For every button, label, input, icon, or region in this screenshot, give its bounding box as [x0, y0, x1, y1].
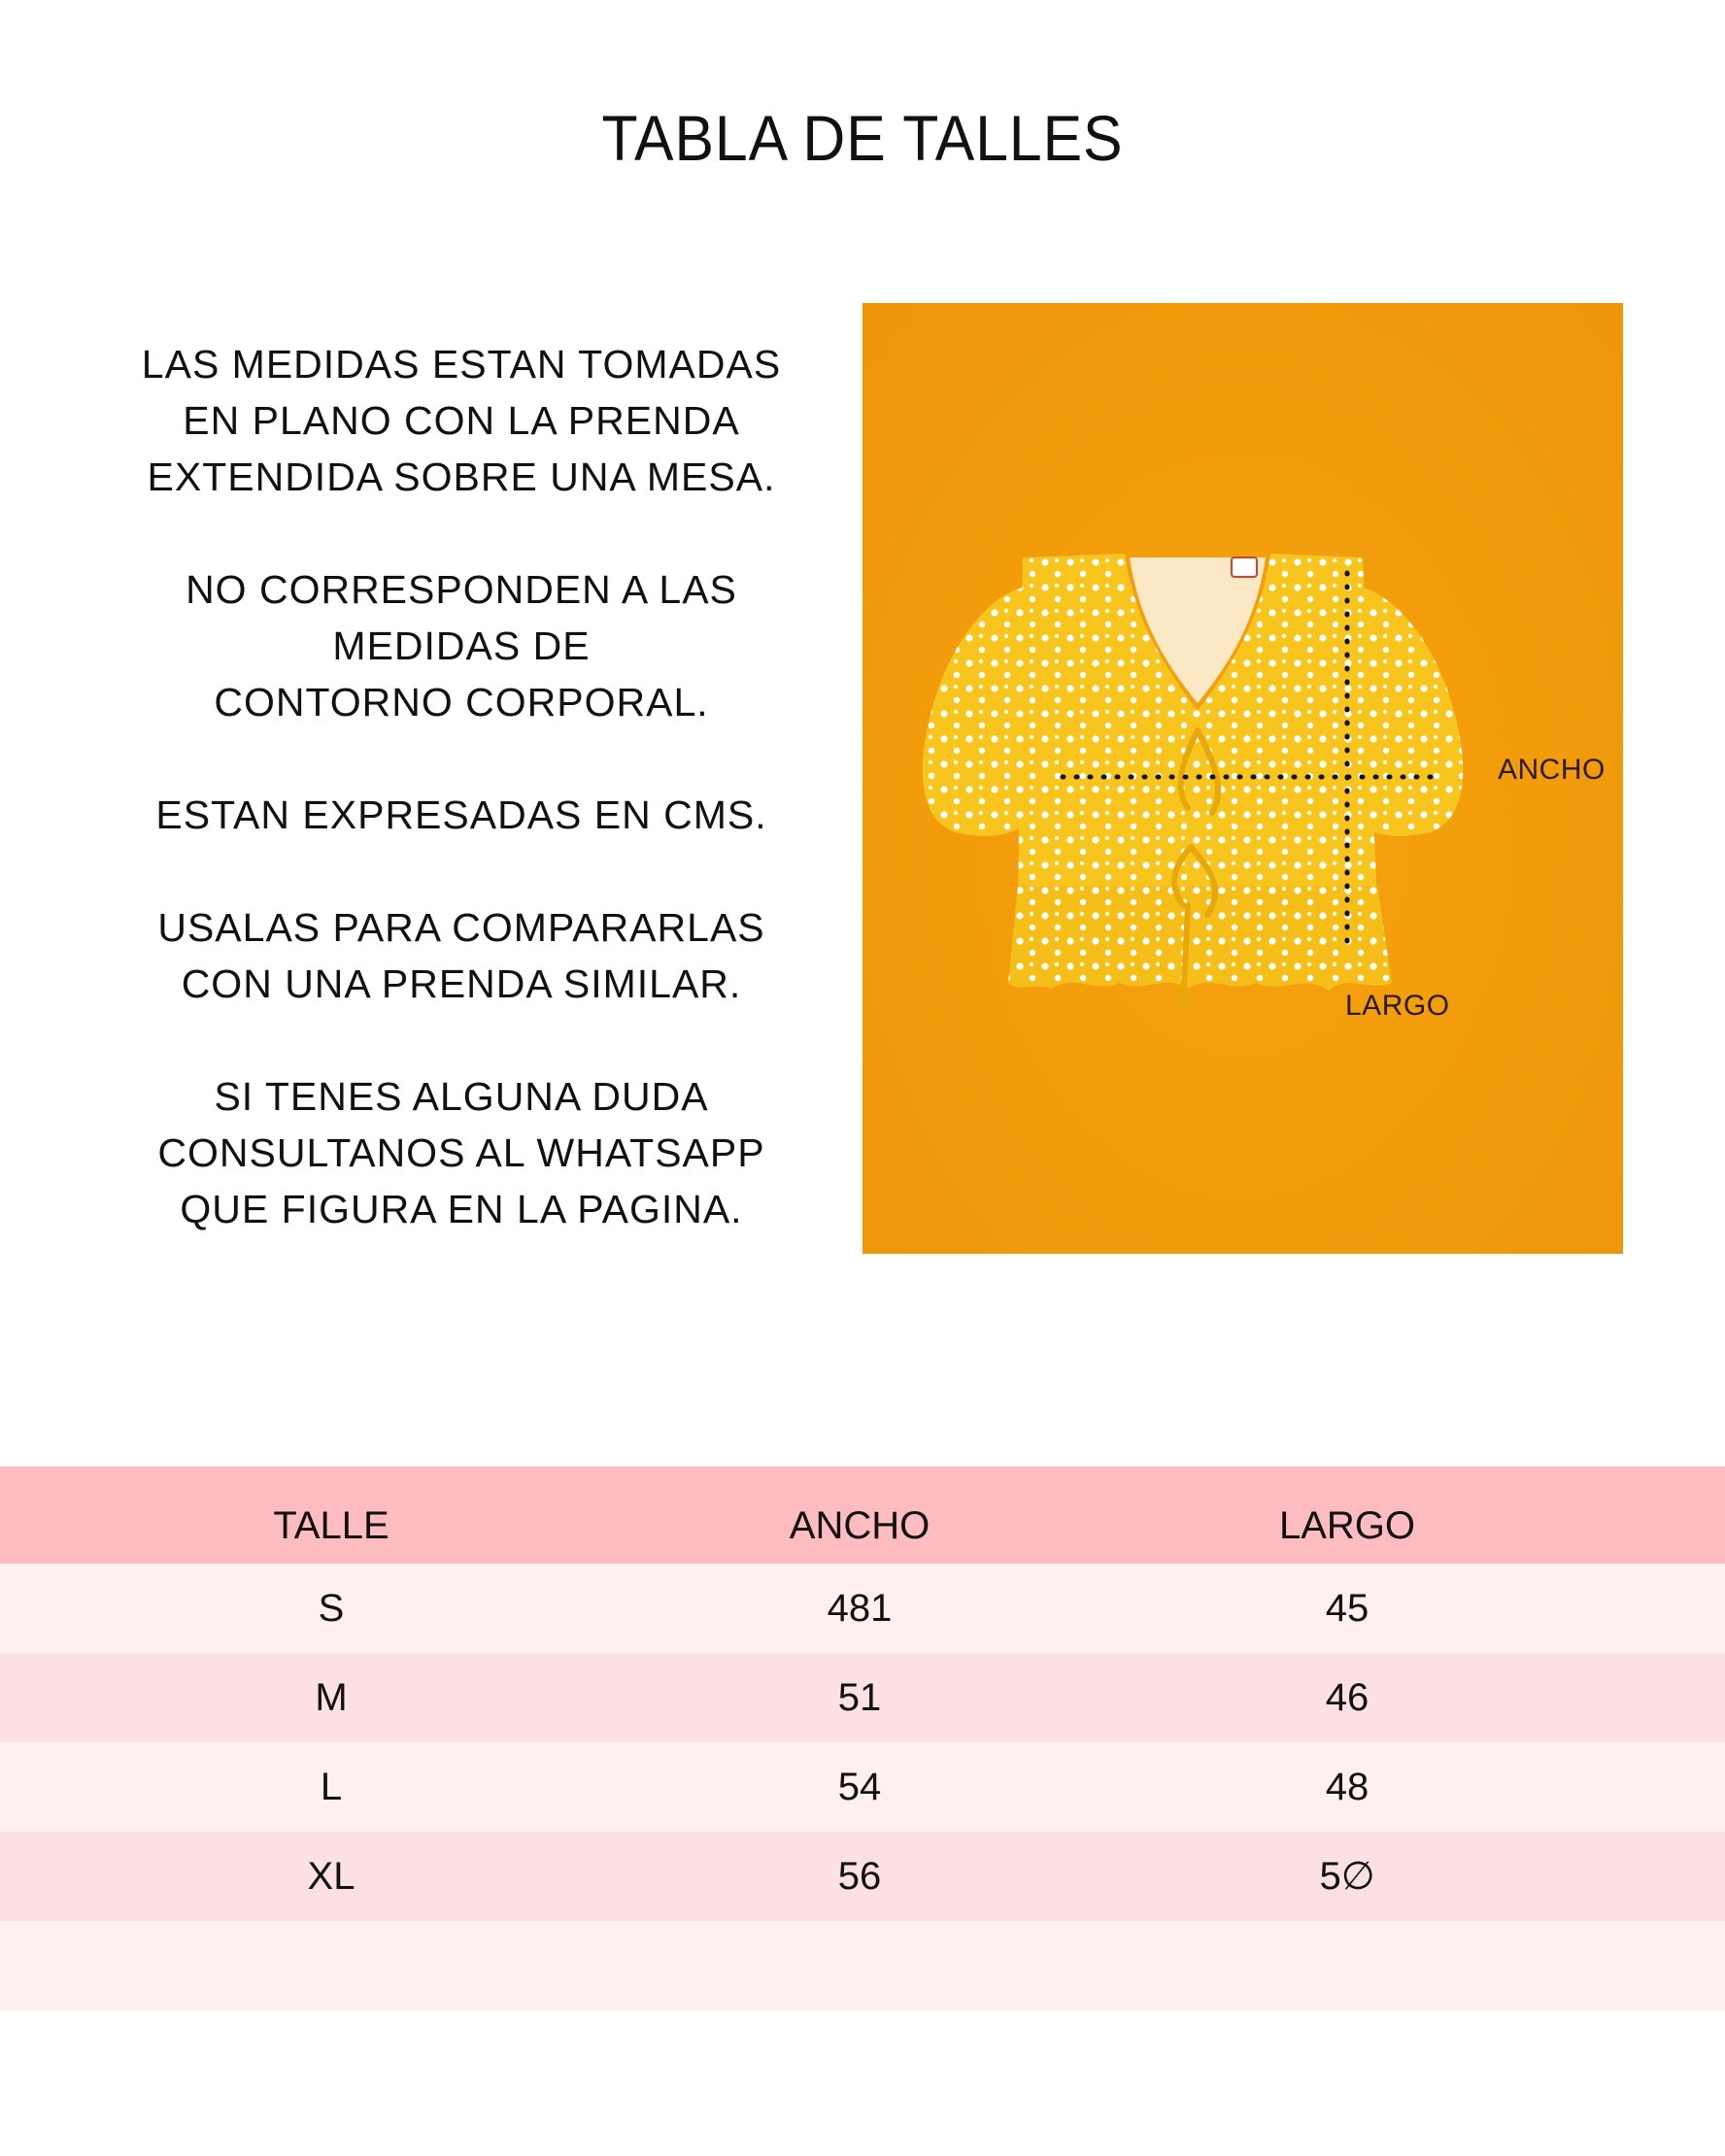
instruction-line: SI TENES ALGUNA DUDA: [214, 1074, 709, 1119]
ancho-label: ANCHO: [1498, 754, 1606, 786]
instruction-line: QUE FIGURA EN LA PAGINA.: [180, 1187, 743, 1231]
instruction-line: USALAS PARA COMPARARLAS: [157, 905, 765, 950]
size-guide-instructions: [117, 336, 806, 1294]
cell-largo: 46: [1325, 1675, 1370, 1719]
table-row: [0, 1564, 1725, 1653]
largo-label: LARGO: [1345, 990, 1450, 1022]
instruction-line: CONSULTANOS AL WHATSAPP: [157, 1130, 765, 1175]
instruction-line: CON UNA PRENDA SIMILAR.: [181, 961, 742, 1006]
brand-tag: [1232, 557, 1257, 577]
cell-ancho: 481: [827, 1586, 893, 1630]
table-row: [0, 1653, 1725, 1742]
instruction-paragraph: [117, 787, 806, 843]
table-row-empty: [0, 1921, 1725, 2010]
cell-ancho: 56: [837, 1854, 882, 1898]
cell-talle: M: [315, 1675, 348, 1719]
instruction-paragraph: [117, 336, 806, 505]
cell-talle: S: [318, 1586, 345, 1630]
instruction-paragraph: [117, 1068, 806, 1237]
size-table: [0, 1466, 1725, 2010]
cell-talle: XL: [307, 1854, 355, 1898]
instruction-line: NO CORRESPONDEN A LAS: [186, 567, 737, 612]
left-sleeve-dots: [923, 587, 1035, 836]
page-title: TABLA DE TALLES: [601, 102, 1124, 174]
cell-largo: 45: [1325, 1586, 1370, 1630]
cell-talle: L: [320, 1765, 343, 1808]
cell-ancho: 51: [837, 1675, 882, 1719]
ruffle-hem-dots: [1008, 886, 1392, 991]
table-row: [0, 1832, 1725, 1921]
garment-photo: [862, 303, 1623, 1254]
instruction-line: EN PLANO CON LA PRENDA: [183, 398, 740, 443]
header-ancho: ANCHO: [789, 1504, 930, 1547]
table-header-row: [0, 1466, 1725, 1564]
instruction-line: LAS MEDIDAS ESTAN TOMADAS: [141, 342, 782, 387]
instruction-paragraph: [117, 899, 806, 1012]
cell-ancho: 54: [837, 1765, 882, 1808]
header-talle: TALLE: [273, 1504, 389, 1547]
header-largo: LARGO: [1278, 1504, 1416, 1547]
instruction-line: CONTORNO CORPORAL.: [214, 680, 709, 724]
cell-largo: 5∅: [1319, 1855, 1375, 1898]
table-row: [0, 1742, 1725, 1832]
instruction-paragraph: [117, 561, 806, 730]
instruction-line: ESTAN EXPRESADAS EN CMS.: [155, 792, 767, 837]
cell-largo: 48: [1325, 1765, 1370, 1808]
instruction-line: MEDIDAS DE: [332, 623, 591, 668]
instruction-line: EXTENDIDA SOBRE UNA MESA.: [147, 455, 776, 499]
